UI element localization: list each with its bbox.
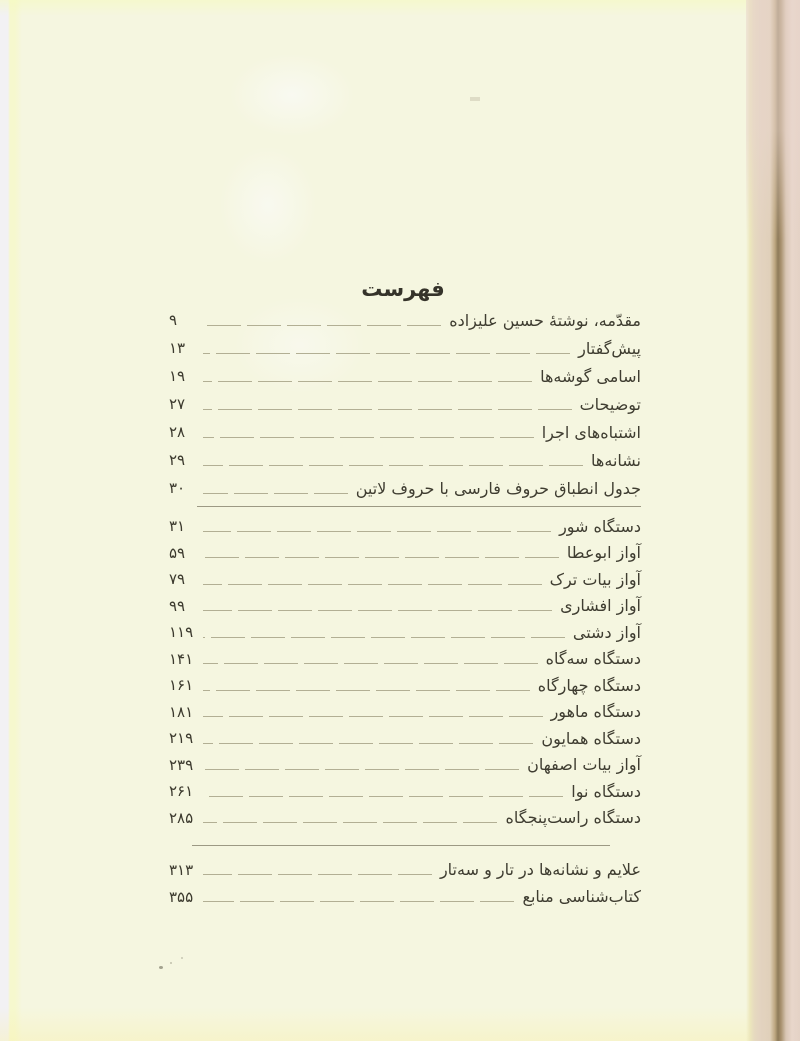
toc-entry-page-number: ۲۳۹ xyxy=(169,755,194,774)
paper-speck xyxy=(181,957,183,959)
toc-entry-label: آواز بیات اصفهان xyxy=(527,755,641,775)
leader-line xyxy=(203,353,570,354)
leader-line xyxy=(203,874,432,875)
toc-entry-label: دستگاه همایون xyxy=(541,728,641,748)
toc-entry xyxy=(165,362,641,390)
leader-line xyxy=(203,716,543,717)
toc-entry-label: اسامی گوشه‌ها xyxy=(540,366,641,386)
paper-smudge-mark xyxy=(470,97,480,101)
toc-entry-page-number: ۳۰ xyxy=(169,479,186,497)
toc-entry-page-number: ۷۹ xyxy=(169,570,186,589)
toc-entry-label: پیش‌گفتار xyxy=(578,338,641,358)
toc-entry-label: اشتباه‌های اجرا xyxy=(541,422,641,442)
paper-speck xyxy=(159,966,163,969)
toc-entry-page-number: ۲۸۵ xyxy=(169,808,194,827)
leader-line xyxy=(203,325,441,326)
toc-entry xyxy=(165,646,641,673)
toc-entry xyxy=(165,883,641,910)
leader-line xyxy=(203,531,551,532)
toc-section-dastgahs xyxy=(165,513,641,831)
section-divider xyxy=(192,845,610,846)
toc-entry-label: آواز ابوعطا xyxy=(566,543,641,563)
toc-entry-label: نشانه‌ها xyxy=(591,450,641,470)
toc-entry xyxy=(165,725,641,752)
toc-entry-page-number: ۲۶۱ xyxy=(169,782,194,801)
leader-line xyxy=(203,663,538,664)
toc-entry-label: دستگاه ماهور xyxy=(550,702,641,722)
toc-entry-page-number: ۲۷ xyxy=(169,395,186,413)
toc-entry-page-number: ۳۵۵ xyxy=(169,887,194,906)
toc-entry-label: دستگاه سه‌گاه xyxy=(545,649,641,669)
leader-line xyxy=(203,557,559,558)
toc-entry-page-number: ۲۸ xyxy=(169,423,186,441)
leader-line xyxy=(203,437,534,438)
leader-line xyxy=(203,769,519,770)
table-of-contents xyxy=(165,306,641,910)
toc-entry-label: علایم و نشانه‌ها در تار و سه‌تار xyxy=(439,860,641,879)
toc-entry-page-number: ۲۱۹ xyxy=(169,729,194,748)
toc-entry xyxy=(165,805,641,832)
toc-entry-label: آواز دشتی xyxy=(572,622,641,642)
toc-section-front-matter xyxy=(165,306,641,502)
toc-entry xyxy=(165,856,641,883)
toc-entry-label: جدول انطباق حروف فارسی با حروف لاتین xyxy=(355,478,641,498)
toc-entry-page-number: ۹ xyxy=(169,311,178,329)
toc-entry xyxy=(165,474,641,502)
toc-entry xyxy=(165,699,641,726)
leader-line xyxy=(203,690,530,691)
toc-entry-page-number: ۱۱۹ xyxy=(169,623,194,642)
toc-entry-label: دستگاه شور xyxy=(559,516,641,536)
toc-entry-page-number: ۵۹ xyxy=(169,543,186,562)
toc-entry-page-number: ۲۹ xyxy=(169,451,186,469)
toc-entry-label: آواز افشاری xyxy=(560,596,641,616)
leader-line xyxy=(203,381,532,382)
toc-entry-label: دستگاه نوا xyxy=(571,781,641,801)
section-divider xyxy=(197,506,641,507)
toc-entry-page-number: ۳۱۳ xyxy=(169,860,194,879)
toc-section-back-matter xyxy=(165,856,641,910)
toc-entry xyxy=(165,334,641,362)
paper-speck xyxy=(170,962,172,964)
toc-entry-page-number: ۱۹ xyxy=(169,367,186,385)
toc-entry xyxy=(165,418,641,446)
toc-entry xyxy=(165,593,641,620)
leader-line xyxy=(203,637,565,638)
page-title: فهرست xyxy=(361,277,445,301)
toc-entry-page-number: ۱۸۱ xyxy=(169,702,194,721)
leader-line xyxy=(203,465,583,466)
toc-entry xyxy=(165,540,641,567)
leader-line xyxy=(203,822,497,823)
toc-entry-label: مقدّمه، نوشتهٔ حسین علیزاده xyxy=(449,310,641,330)
leader-line xyxy=(203,493,348,494)
toc-entry-page-number: ۱۳ xyxy=(169,339,186,357)
toc-entry-page-number: ۱۶۱ xyxy=(169,676,194,695)
leader-line xyxy=(203,409,572,410)
leader-line xyxy=(203,584,542,585)
leader-line xyxy=(203,901,514,902)
toc-entry-label: دستگاه چهارگاه xyxy=(537,675,641,695)
toc-entry xyxy=(165,672,641,699)
toc-entry xyxy=(165,390,641,418)
toc-entry-label: آواز بیات ترک xyxy=(549,569,641,589)
toc-entry xyxy=(165,619,641,646)
leader-line xyxy=(203,610,552,611)
toc-entry xyxy=(165,566,641,593)
toc-entry-page-number: ۹۹ xyxy=(169,596,186,615)
leader-line xyxy=(203,796,563,797)
toc-entry xyxy=(165,778,641,805)
leader-line xyxy=(203,743,533,744)
toc-entry xyxy=(165,513,641,540)
toc-entry-label: توضیحات xyxy=(579,394,641,414)
toc-entry xyxy=(165,752,641,779)
toc-entry xyxy=(165,306,641,334)
toc-entry-label: دستگاه راست‌پنجگاه xyxy=(505,808,641,828)
toc-entry-page-number: ۱۴۱ xyxy=(169,649,194,668)
toc-entry xyxy=(165,446,641,474)
toc-entry-page-number: ۳۱ xyxy=(169,517,186,536)
book-edge-shadow xyxy=(746,0,800,1041)
toc-entry-label: کتاب‌شناسی منابع xyxy=(522,887,641,906)
